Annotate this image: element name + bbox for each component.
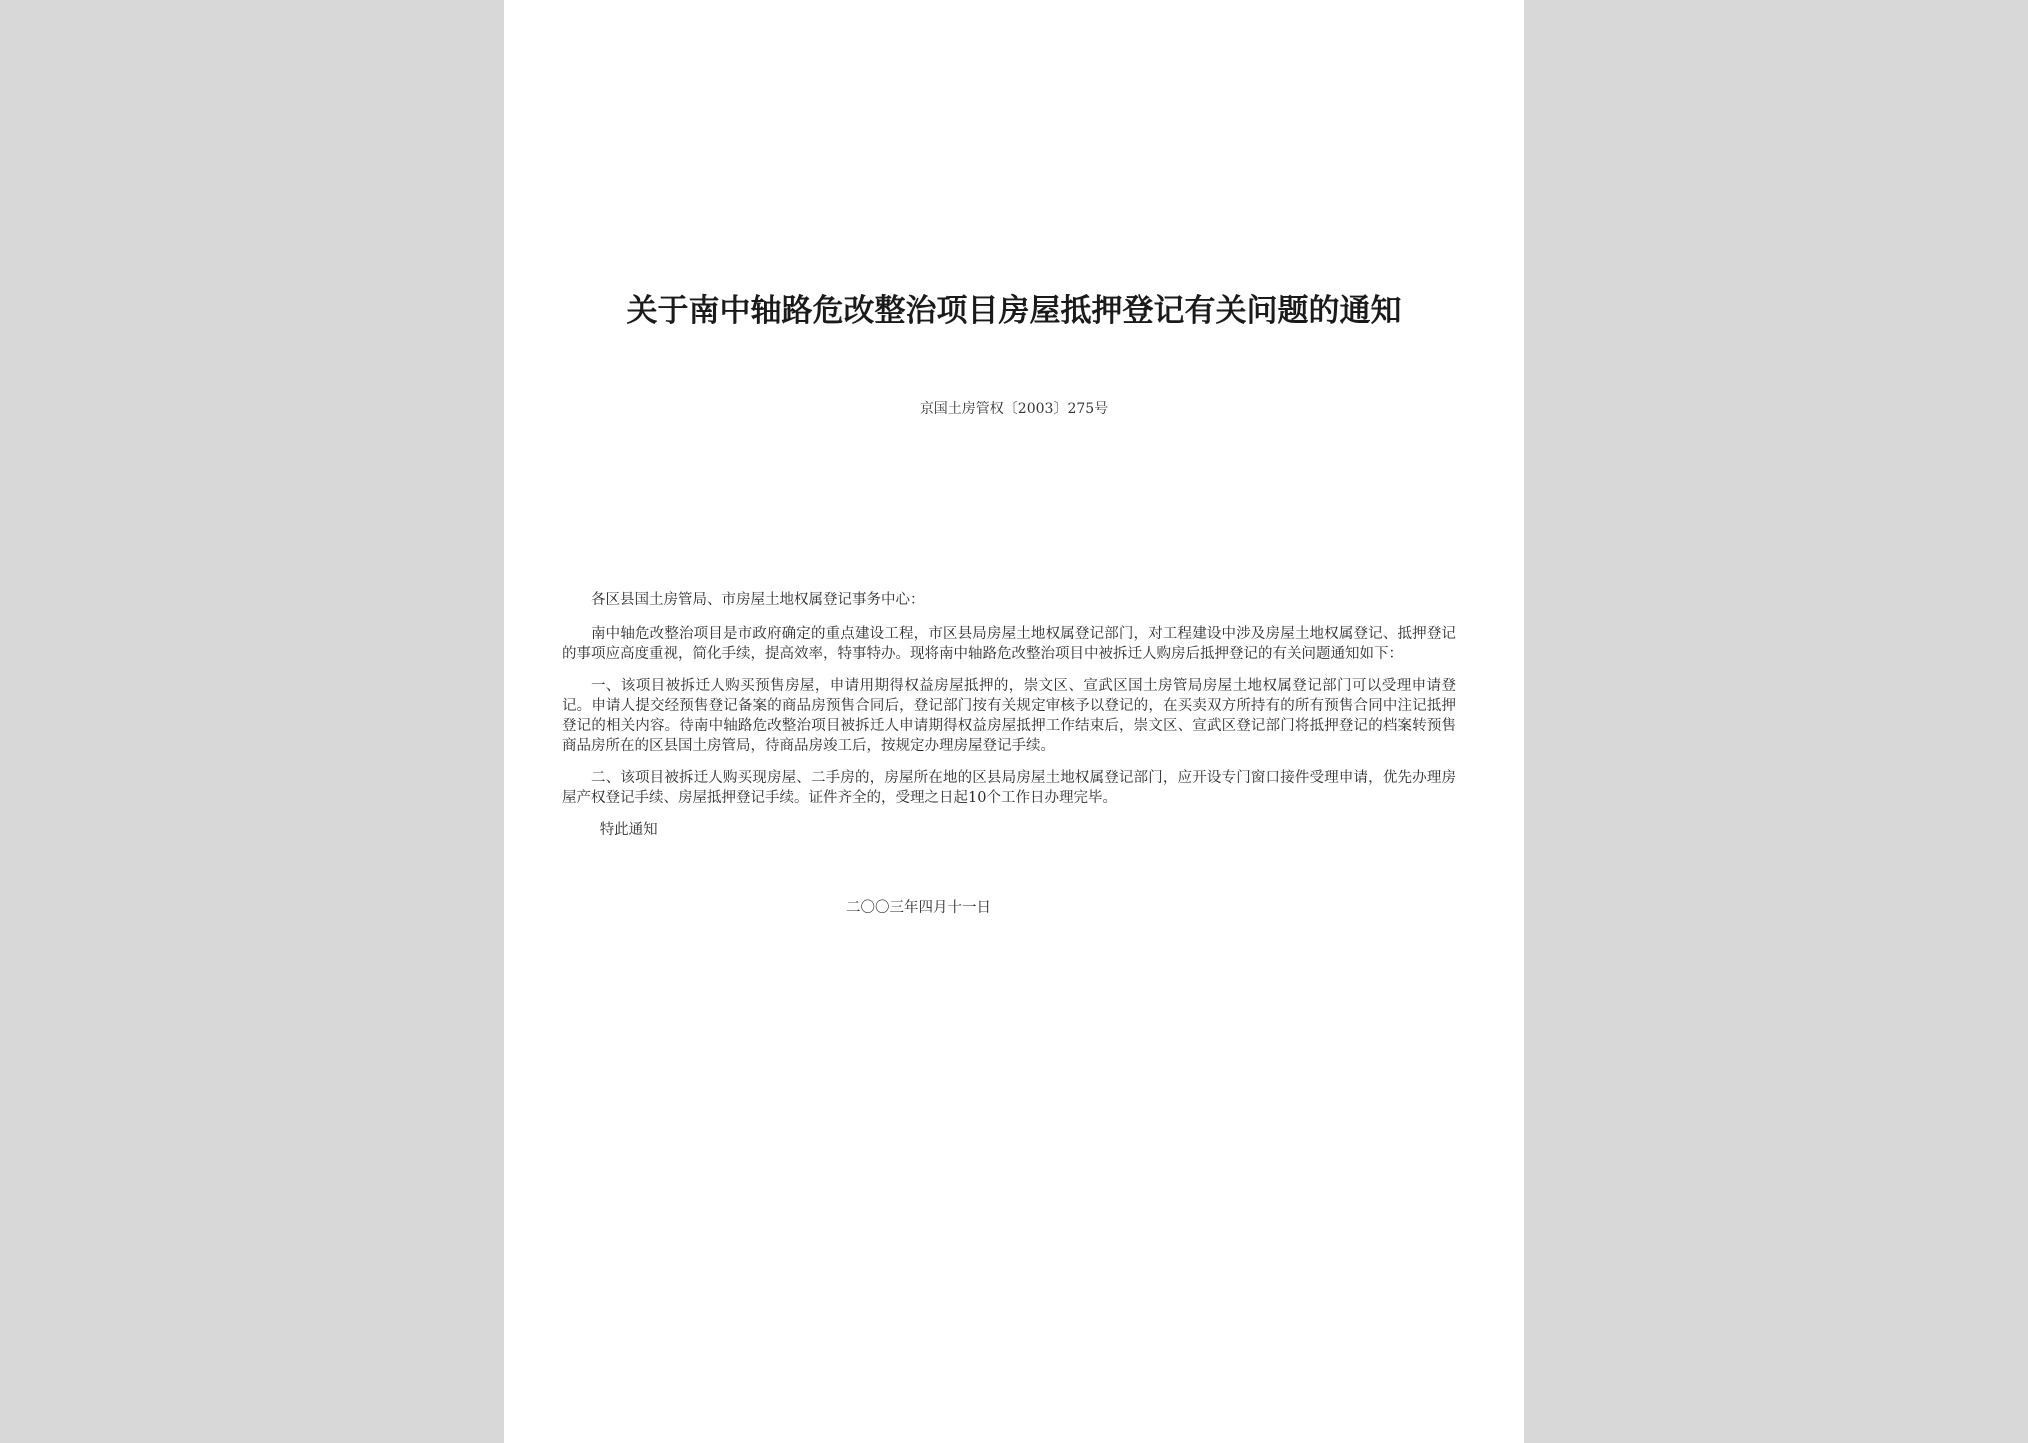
salutation: 各区县国土房管局、市房屋土地权属登记事务中心：	[591, 592, 925, 608]
document-title: 关于南中轴路危改整治项目房屋抵押登记有关问题的通知	[626, 293, 1402, 329]
document-page	[504, 0, 1524, 1443]
document-number: 京国土房管权〔2003〕275号	[919, 401, 1109, 417]
paragraph-item-2: 二、该项目被拆迁人购买现房屋、二手房的，房屋所在地的区县局房屋土地权属登记部门，应开设专门窗口接件受理申请，优先办理房屋产权登记手续、房屋抵押登记手续。证件齐全的，受理之日起10个工作日办理完毕。	[562, 770, 1456, 806]
paragraph-intro: 南中轴危改整治项目是市政府确定的重点建设工程，市区县局房屋土地权属登记部门，对工程建设中涉及房屋土地权属登记、抵押登记的事项应高度重视，简化手续，提高效率，特事特办。现将南中轴路危改整治项目中被拆迁人购房后抵押登记的有关问题通知如下：	[562, 626, 1456, 662]
document-body	[562, 590, 1456, 852]
closing-text: 特此通知	[599, 822, 658, 838]
paragraph-item-1: 一、该项目被拆迁人购买预售房屋，申请用期得权益房屋抵押的，崇文区、宣武区国土房管局房屋土地权属登记部门可以受理申请登记。申请人提交经预售登记备案的商品房预售合同后，登记部门按有关规定审核予以登记的，在买卖双方所持有的所有预售合同中注记抵押登记的相关内容。待南中轴路危改整治项目被拆迁人申请期得权益房屋抵押工作结束后，崇文区、宣武区登记部门将抵押登记的档案转预售商品房所在的区县国土房管局，待商品房竣工后，按规定办理房屋登记手续。	[562, 678, 1456, 754]
document-date: 二〇〇三年四月十一日	[846, 900, 991, 916]
